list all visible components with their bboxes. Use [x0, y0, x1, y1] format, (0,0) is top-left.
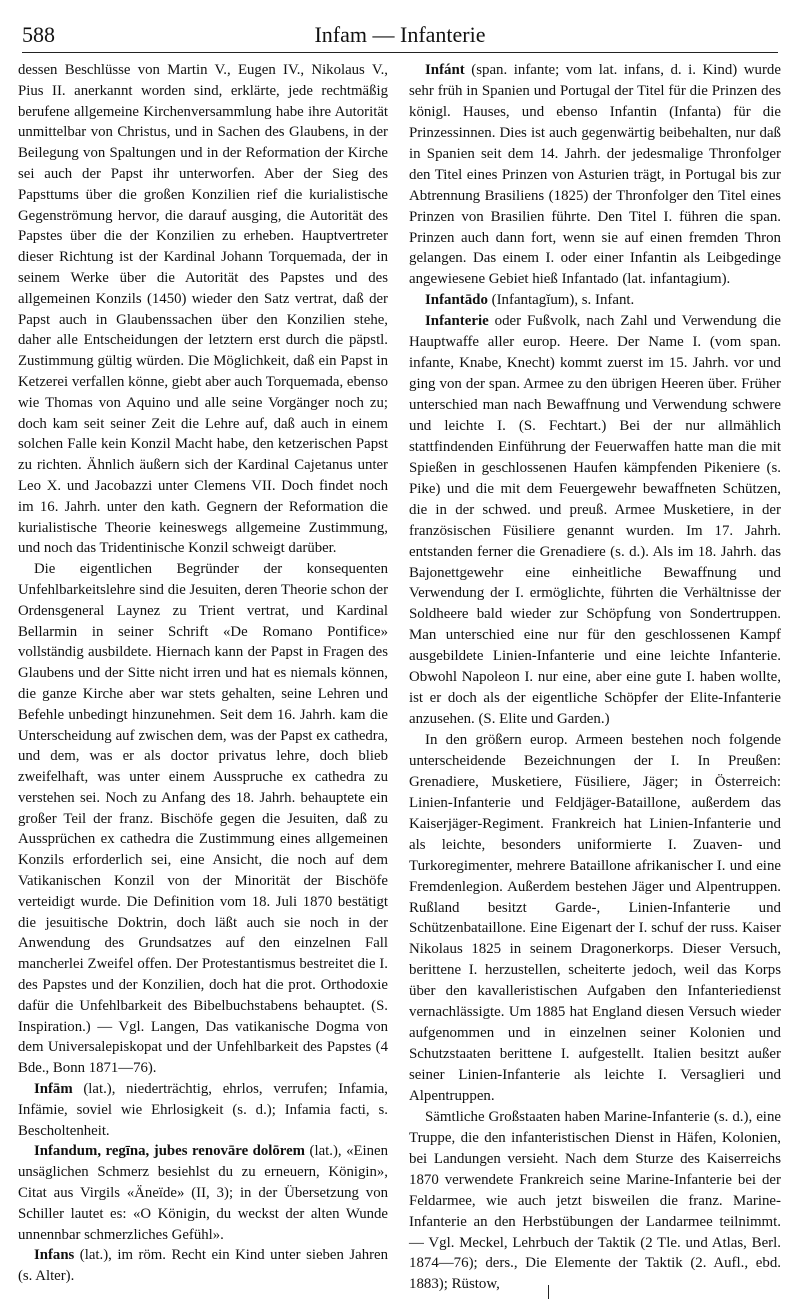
bottom-mark	[548, 1285, 549, 1299]
column-divider	[396, 60, 397, 1295]
headword: Infām	[34, 1081, 73, 1098]
entry-infam	[18, 1079, 388, 1141]
entry-infans	[18, 1245, 388, 1287]
right-column	[409, 60, 781, 1295]
entry-body: oder Fußvolk, nach Zahl und Verwendung die Hauptwaffe aller europ. Heere. Der Name I. (vom span. infante, Knabe, Knecht) kommt zuerst im 15. Jahrh. vor und ging von der span. Armee zu den übrigen Heeren über. Früher unterschied man nach Bewaffnung und Verwendung schwere und leichte I. (S. Fechtart.) Bei der nur allmählich stattfindenden Einführung der Feuerwaffen hatte man die mit Spießen in geschlossenen Haufen kämpfenden Pikeniere (s. Pike) und die mit dem Feuergewehr bewaffneten Schützen, die in der schwed. und preuß. Armee Musketiere, in der französischen Füsiliere genannt wurden. Im 17. Jahrh. entstanden ferner die Grenadiere (s. d.). Als im 18. Jahrh. das Bajonettgewehr eine einheitliche Bewaffnung und Verwendung der I. ermöglichte, führten die Verhältnisse der Soldheere bald wieder zur Schöpfung von Sondertruppen. Man unterschied eine nur für den geschlossenen Kampf ausgebildete Linien-Infanterie und eine leichte Infanterie. Obwohl Napoleon I. nur eine, aber eine gute I. haben wollte, ist er doch als der eigentliche Schöpfer der Elite-Infanterie anzusehen. (S. Elite und Garden.)	[409, 313, 781, 728]
headword: Infantādo	[425, 292, 488, 309]
headword: Infans	[34, 1247, 75, 1264]
entry-infandum	[18, 1141, 388, 1245]
entry-infantado	[409, 290, 781, 311]
entry-body: (lat.), im röm. Recht ein Kind unter sieben Jahren (s. Alter).	[18, 1247, 388, 1285]
entry-body: (lat.), «Einen unsäglichen Schmerz besiehlst du zu erneuern, Königin», Citat aus Virgils «Äneïde» (II, 3); in der Übersetzung von Schiller lautet es: «O Königin, du weckst der alten Wunde unnennbar schmerzliches Gefühl».	[18, 1143, 389, 1243]
entry-body: (lat.), niederträchtig, ehrlos, verrufen; Infamia, Infämie, soviel wie Ehrlosigkeit (s. d.); Infamia facti, s. Bescholtenheit.	[18, 1081, 388, 1139]
entry-body: (span. infante; vom lat. infans, d. i. Kind) wurde sehr früh in Spanien und Portugal der Titel für die Prinzen des königl. Hauses, und ebenso Infantin (Infanta) für die Prinzessinnen. Dies ist auch gegenwärtig beibehalten, nur daß in Spanien seit dem 14. Jahrh. der jedesmalige Thronfolger den Titel eines Prinzen von Asturien trägt, in Portugal bis zur Abtrennung Brasiliens (1825) der Thronfolger den Titel eines Prinzen von Brasilien führte. Den Titel I. führen die span. Prinzen auch dann fort, wenn sie auf einen fremden Thron gelangen. Das einem I. oder einer Infantin als Leibgedinge angewiesene Gebiet hieß Infantado (lat. infantagium).	[409, 62, 781, 288]
left-column	[18, 60, 388, 1287]
paragraph: Sämtliche Großstaaten haben Marine-Infanterie (s. d.), eine Truppe, die den infanteristischen Dienst in Häfen, Kolonien, bei Landungen versieht. Nach dem Sturze des Kaiserreichs 1870 verwendete Frankreich seine Marine-Infanterie bei der Feldarmee, wie auch jetzt bisweilen die franz. Marine-Infanterie an den Herbstübungen der Landarmee teilnimmt. — Vgl. Meckel, Lehrbuch der Taktik (2 Tle. und Atlas, Berl. 1874—76); ders., Die Elemente der Taktik (2. Aufl., ebd. 1883); Rüstow,	[409, 1108, 781, 1293]
page-number: 588	[22, 22, 55, 47]
headword: Infanterie	[425, 313, 489, 330]
headword: Infánt	[425, 62, 465, 78]
paragraph: dessen Beschlüsse von Martin V., Eugen IV., Nikolaus V., Pius II. anerkannt worden sind, erklärte, jede rechtmäßig berufene allgemeine Kirchenversammlung habe ihre Autorität unmittelbar von Christus, und in Sachen des Glaubens, in der Beilegung von Spaltungen und in der Reformation der Kirche sei auch der Papst ihr unterworfen. Aber der Sieg des Papsttums über die großen Konzilien rief die kurialistische Gegenströmung hervor, die darauf ausging, die Autorität des Papstes über die der Konzilien zu erheben. Hauptvertreter dieser Richtung ist der Kardinal Johann Torquemada, der in seinem Werke über die Autorität des Papstes und des allgemeinen Konzils (1450) wieder den Satz vertrat, daß der Papst auch in Glaubenssachen über den Konzilien stehe, daher alle Entscheidungen der letztern erst durch die päpstl. Zustimmung gültig würden. Die Möglichkeit, daß ein Papst in Ketzerei verfallen könne, giebt aber auch Torquemada, ebenso wie Thomas von Aquino und alle seine Vorgänger noch zu; doch kam seit seiner Zeit die Lehre auf, daß auch in einem solchen Falle kein Konzil Macht habe, den ketzerischen Papst zu richten. Ähnlich äußern sich der Kardinal Cajetanus unter Leo X. und Jacobazzi unter Clemens VII. Doch findet noch im 16. Jahrh. unter den kath. Gegnern der Reformation die kurialistische Theorie keineswegs allgemeine Zustimmung, und noch das Tridentinische Konzil schweigt darüber.	[18, 62, 388, 557]
paragraph: Die eigentlichen Begründer der konsequenten Unfehlbarkeitslehre sind die Jesuiten, deren Theorie schon der Ordensgeneral Laynez zu Trient vertrat, und Kardinal Bellarmin in seiner Schrift «De Romano Pontifice» vollständig ausbildete. Hiernach kann der Papst in Fragen des Glaubens und der Sitte nicht irren und hat es niemals können, die ganze Kirche aber war stets gehalten, seine Lehren und Befehle unbedingt hinzunehmen. Seit dem 16. Jahrh. kam die Unterscheidung auf zwischen dem, was der Papst ex cathedra, und dem, was er als doctor privatus lehre, doch blieb zweifelhaft, was unter einem Ausspruche ex cathedra zu verstehen sei. Noch zu Anfang des 18. Jahrh. behauptete ein großer Teil der franz. Bischöfe gegen die Jesuiten, daß zu Aussprüchen ex cathedra die Zustimmung eines allgemeinen Konzils erforderlich sei, eine Ansicht, die noch auf dem Vatikanischen Konzil von der Minorität der Bischöfe verteidigt wurde. Die Definition vom 18. Juli 1870 bestätigt die jesuitische Doktrin, doch läßt auch sie noch in der Anwendung des Grundsatzes auf den einzelnen Fall mancherlei Zweifel offen. Der Protestantismus bestreitet die I. des Papstes und der Konzilien, doch hat die prot. Orthodoxie dafür die Unfehlbarkeit des Bibelbuchstabens behauptet. (S. Inspiration.) — Vgl. Langen, Das vatikanische Dogma von dem Universalepiskopat und der Unfehlbarkeit des Papstes (4 Bde., Bonn 1871—76).	[18, 561, 388, 1077]
page-header	[22, 12, 778, 53]
entry-infanterie	[409, 311, 781, 730]
entry-body: (Infantagĭum), s. Infant.	[487, 292, 635, 309]
paragraph: In den größern europ. Armeen bestehen noch folgende unterscheidende Bezeichnungen der I. In Preußen: Grenadiere, Musketiere, Füsiliere, Jäger; in Österreich: Linien-Infanterie und Feldjäger-Bataillone, außerdem das Kaiserjäger-Regiment. Frankreich hat Linien-Infanterie und als leichte, besonders uniformierte I. Zuaven- und Turkoregimenter, mehrere Bataillone afrikanischer I. und eine Fremdenlegion. Außerdem bestehen Jäger und Alpentruppen. Rußland besitzt Garde-, Linien-Infanterie und Schützenbataillone. Eine Eigenart der I. schuf der russ. Kaiser Nikolaus 1825 in seinem Dragonerkorps. Dieser Versuch, berittene I. herzustellen, scheiterte jedoch, weil das Korps über den kavalleristischen Aufgaben den Infanteriedienst vernachlässigte. Um 1885 hat England diesen Versuch wieder aufgenommen und in einzelnen seiner Kolonien und Schutzstaaten berittene I. aufgestellt. Italien besitzt außer seiner Linien-Infanterie als leichte I. Versaglieri und Alpentruppen.	[409, 732, 781, 1104]
entry-infant	[409, 60, 781, 290]
running-head: Infam — Infanterie	[314, 22, 486, 47]
headword: Infandum, regīna, jubes renovāre dolōrem	[34, 1143, 306, 1160]
